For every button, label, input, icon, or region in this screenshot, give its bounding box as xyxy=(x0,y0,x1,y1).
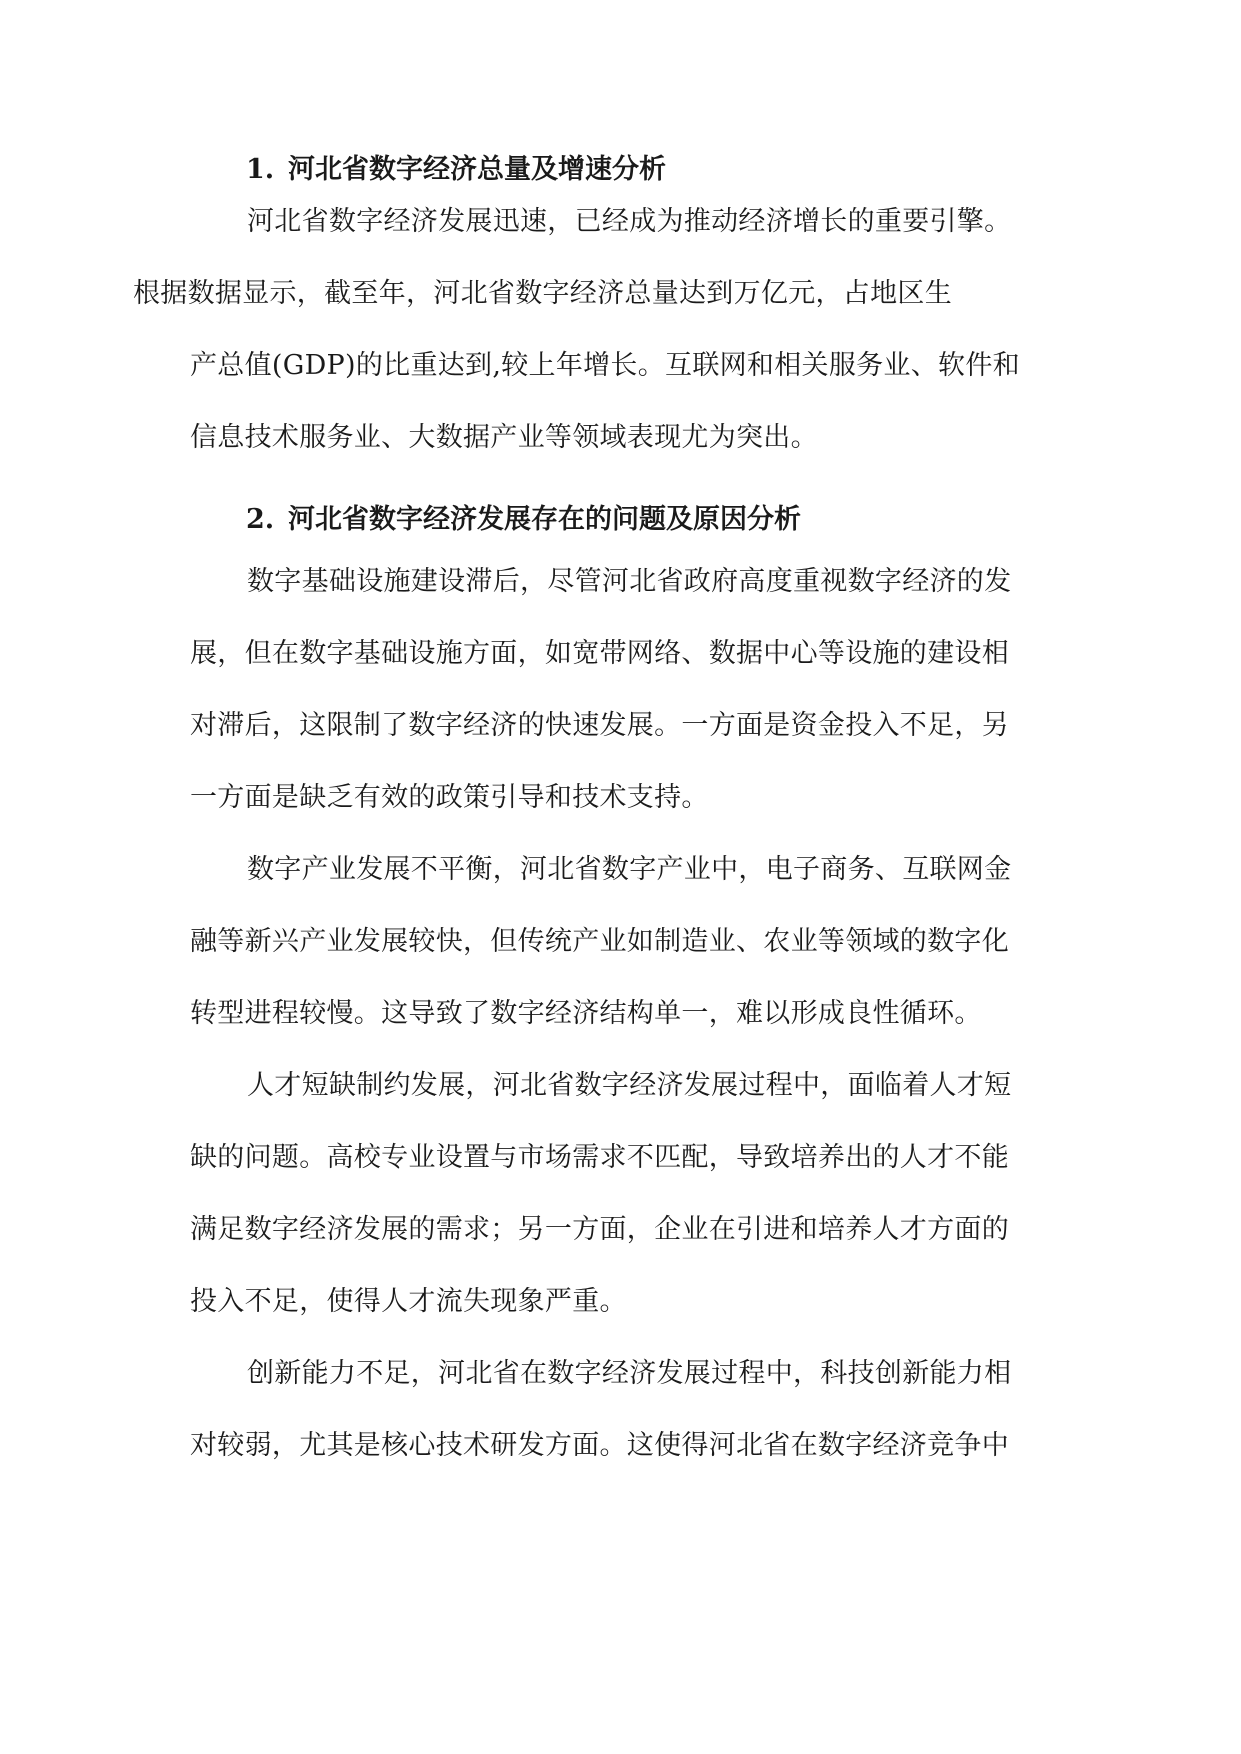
section-2-paragraph-3 xyxy=(190,1050,1050,1338)
paragraph-line: 转型进程较慢。这导致了数字经济结构单一，难以形成良性循环。 xyxy=(190,998,982,1029)
paragraph-line: 投入不足，使得人才流失现象严重。 xyxy=(190,1286,627,1317)
section-1-number: 1. xyxy=(246,154,275,185)
paragraph-line: 创新能力不足，河北省在数字经济发展过程中，科技创新能力相 xyxy=(247,1358,1012,1389)
section-2-title: 河北省数字经济发展存在的问题及原因分析 xyxy=(288,504,801,535)
section-1-paragraph-1 xyxy=(133,186,1050,474)
section-2-paragraph-2 xyxy=(190,834,1050,1050)
paragraph-line: 产总值(GDP)的比重达到,较上年增长。互联网和相关服务业、软件和 xyxy=(190,350,1020,381)
paragraph-line: 对滞后，这限制了数字经济的快速发展。一方面是资金投入不足，另 xyxy=(190,710,1009,741)
paragraph-line: 对较弱，尤其是核心技术研发方面。这使得河北省在数字经济竞争中 xyxy=(190,1430,1009,1461)
paragraph-line: 信息技术服务业、大数据产业等领域表现尤为突出。 xyxy=(190,422,818,453)
paragraph-line: 融等新兴产业发展较快，但传统产业如制造业、农业等领域的数字化 xyxy=(190,926,1009,957)
paragraph-line: 数字产业发展不平衡，河北省数字产业中，电子商务、互联网金 xyxy=(247,854,1012,885)
section-2-number: 2. xyxy=(246,504,275,535)
paragraph-line: 满足数字经济发展的需求；另一方面，企业在引进和培养人才方面的 xyxy=(190,1214,1009,1245)
section-2-heading xyxy=(246,500,1066,540)
paragraph-line: 河北省数字经济发展迅速，已经成为推动经济增长的重要引擎。 xyxy=(247,206,1012,237)
section-1-heading xyxy=(246,150,1066,190)
paragraph-line: 展，但在数字基础设施方面，如宽带网络、数据中心等设施的建设相 xyxy=(190,638,1009,669)
section-2-paragraph-1 xyxy=(190,546,1050,834)
section-1-title: 河北省数字经济总量及增速分析 xyxy=(288,154,666,185)
paragraph-line: 一方面是缺乏有效的政策引导和技术支持。 xyxy=(190,782,709,813)
section-2-paragraph-4 xyxy=(190,1338,1050,1482)
paragraph-line: 数字基础设施建设滞后，尽管河北省政府高度重视数字经济的发 xyxy=(247,566,1012,597)
paragraph-line: 根据数据显示，截至年，河北省数字经济总量达到万亿元，占地区生 xyxy=(133,278,952,309)
paragraph-line: 缺的问题。高校专业设置与市场需求不匹配，导致培养出的人才不能 xyxy=(190,1142,1009,1173)
paragraph-line: 人才短缺制约发展，河北省数字经济发展过程中，面临着人才短 xyxy=(247,1070,1012,1101)
